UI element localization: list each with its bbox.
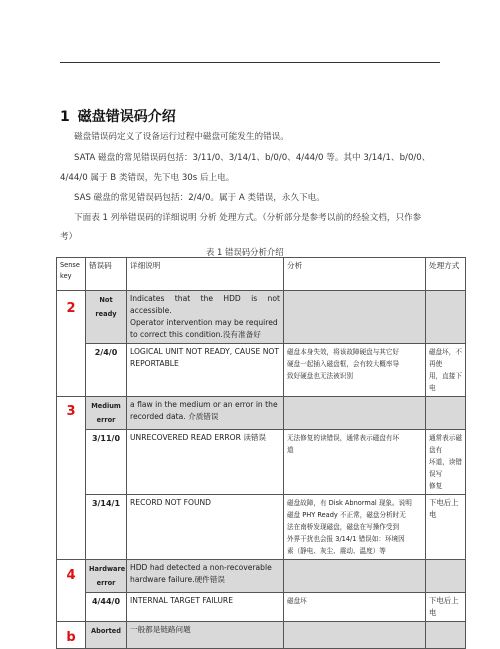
category-label: Hardware error [86, 560, 127, 593]
analysis-cell: 磁盘本身失效，将该故障硬盘与其它好 硬盘一起插入磁盘框，会有较大概率导 致好硬盘也无法被识别 [284, 344, 426, 397]
paragraph-table-intro-2: 考） [60, 232, 78, 242]
paragraph-intro: 磁盘错误码定义了设备运行过程中磁盘可能发生的错误。 [74, 132, 289, 142]
detail-cell: INTERNAL TARGET FAILURE [127, 593, 284, 622]
detail-cell: RECORD NOT FOUND [127, 495, 284, 560]
sense-key-cell: b [57, 622, 86, 649]
table-row [57, 622, 466, 649]
paragraph-sata-2: 4/44/0 属于 B 类错误，先下电 30s 后上电。 [60, 173, 235, 183]
error-code: 2/4/0 [86, 344, 127, 397]
paragraph-table-intro-1: 下面表 1 列举错误码的详细说明 分析 处理方式。（分析部分是参考以前的经验文档，只作参 [74, 213, 422, 223]
section-heading [60, 106, 176, 126]
header-rule [60, 62, 440, 63]
header-sense-key: Sense key [57, 258, 86, 291]
handling-cell: 下电后上电 [426, 593, 466, 622]
header-detail: 详细说明 [127, 258, 284, 291]
sense-key-cell: 3 [57, 397, 86, 560]
error-code: 3/14/1 [86, 495, 127, 560]
category-label: Medium error [86, 397, 127, 430]
category-label: Aborted [86, 622, 127, 649]
category-desc: HDD had detected a non-recoverable hardware failure.硬件错误 [127, 560, 284, 593]
table-row [57, 430, 466, 495]
category-desc: a flaw in the medium or an error in the recorded data. 介质错误 [127, 397, 284, 430]
paragraph-sata-1: SATA 磁盘的常见错误码包括：3/11/0、3/14/1、b/0/0、4/44/0 等。其中 3/14/1、b/0/0、 [74, 153, 431, 163]
table-row [57, 593, 466, 622]
detail-cell: UNRECOVERED READ ERROR 读错误 [127, 430, 284, 495]
table-caption: 表 1 错误码分析介绍 [206, 247, 284, 257]
analysis-cell: 无法修复的读错误，通常表示磁盘有坏 道 [284, 430, 426, 495]
category-desc: Indicates that the HDD is not accessible. Operator intervention may be required to correct this condition.没有准备好 [127, 291, 284, 344]
error-code: 4/44/0 [86, 593, 127, 622]
detail-cell: LOGICAL UNIT NOT READY, CAUSE NOT REPORTABLE [127, 344, 284, 397]
paragraph-sas: SAS 磁盘的常见错误码包括：2/4/0。属于 A 类错误，永久下电。 [74, 193, 325, 203]
analysis-cell: 磁盘坏 [284, 593, 426, 622]
section-number: 1 [60, 109, 70, 125]
error-code-table [56, 257, 466, 649]
table-header-row [57, 258, 466, 291]
table-row [57, 397, 466, 430]
header-handling: 处理方式 [426, 258, 466, 291]
header-analysis: 分析 [284, 258, 426, 291]
category-label: Not ready [86, 291, 127, 344]
handling-cell: 磁盘坏，不再使 用，直接下电 [426, 344, 466, 397]
table-row [57, 291, 466, 344]
category-desc: 一般都是链路问题 [127, 622, 284, 649]
sense-key-cell: 4 [57, 560, 86, 622]
table-row [57, 560, 466, 593]
section-title: 磁盘错误码介绍 [77, 109, 176, 125]
table-row [57, 344, 466, 397]
table-row [57, 495, 466, 560]
analysis-cell: 磁盘故障，有 Disk Abnormal 现象。说明 磁盘 PHY Ready 不正常，磁盘分析时无 法在南桥发现磁盘，磁盘在写操作受到 外界干扰也会报 3/14/1 错误如：环境因 素（静电、灰尘、震动、温度）等 [284, 495, 426, 560]
sense-key-cell: 2 [57, 291, 86, 397]
header-error-code: 错误码 [86, 258, 127, 291]
handling-cell: 通常表示磁盘有 坏道，读错误写 修复 [426, 430, 466, 495]
handling-cell: 下电后上电 [426, 495, 466, 560]
error-code: 3/11/0 [86, 430, 127, 495]
